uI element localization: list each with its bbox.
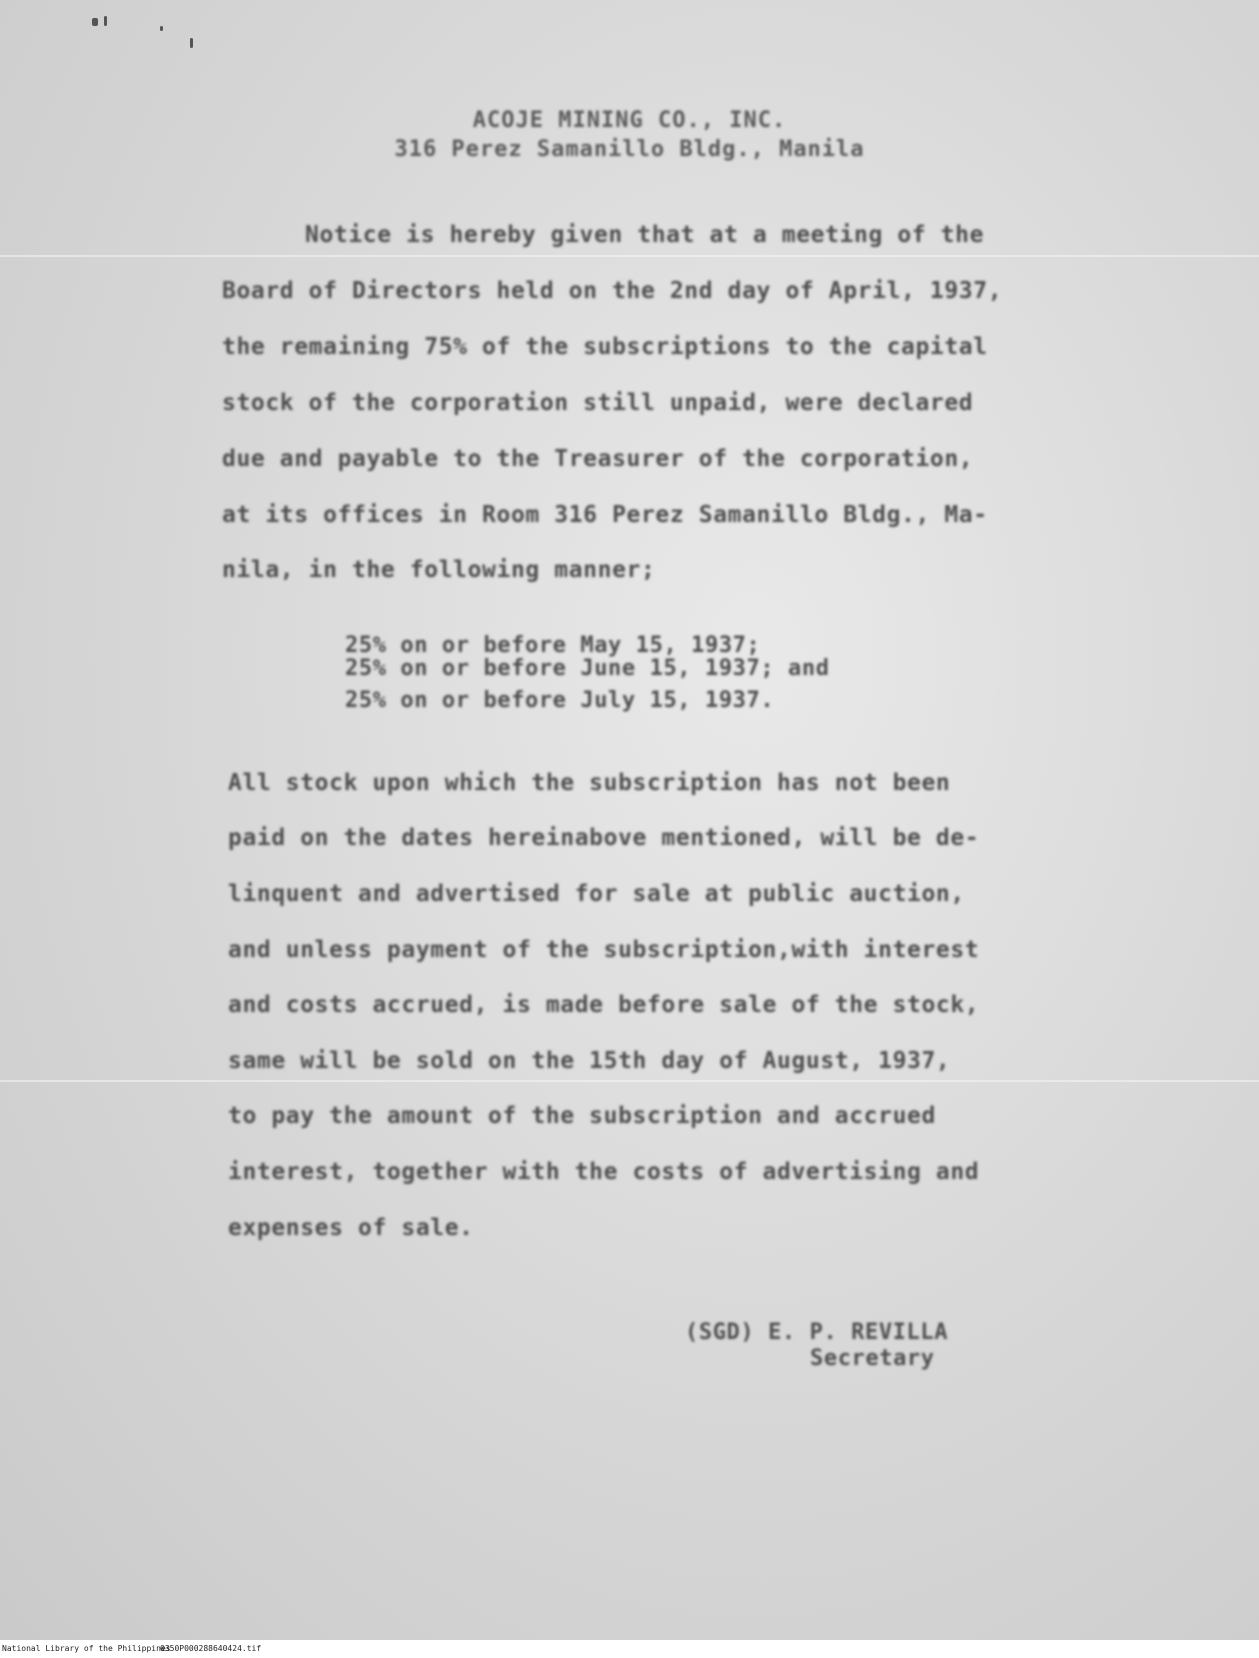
notice-line-3: the remaining 75% of the subscriptions to the capital	[222, 334, 988, 360]
delinquency-line-8: interest, together with the costs of advertising and	[228, 1159, 980, 1185]
ink-speck	[160, 26, 163, 31]
delinquency-line-9: expenses of sale.	[228, 1215, 474, 1241]
delinquency-line-7: to pay the amount of the subscription and accrued	[228, 1103, 936, 1129]
delinquency-line-2: paid on the dates hereinabove mentioned, will be de-	[228, 825, 980, 851]
delinquency-line-5: and costs accrued, is made before sale of the stock,	[228, 992, 980, 1018]
ink-speck	[190, 38, 193, 48]
delinquency-line-1: All stock upon which the subscription has not been	[228, 770, 951, 796]
ink-speck	[92, 18, 98, 26]
schedule-item-2: 25% on or before June 15, 1937; and	[345, 656, 830, 681]
notice-line-2: Board of Directors held on the 2nd day of April, 1937,	[222, 278, 1003, 304]
scan-footer	[0, 1640, 1259, 1658]
notice-line-7: nila, in the following manner;	[222, 557, 656, 583]
company-name: ACOJE MINING CO., INC.	[472, 108, 787, 133]
notice-line-5: due and payable to the Treasurer of the corporation,	[222, 446, 974, 472]
signature-name: (SGD) E. P. REVILLA	[685, 1320, 949, 1345]
footer-library: National Library of the Philippines	[2, 1644, 171, 1653]
delinquency-line-6: same will be sold on the 15th day of August, 1937,	[228, 1048, 951, 1074]
company-address: 316 Perez Samanillo Bldg., Manila	[394, 137, 865, 162]
scan-artifact-line	[0, 255, 1259, 257]
delinquency-line-3: linquent and advertised for sale at public auction,	[228, 881, 965, 907]
footer-file: 0350P000288640424.tif	[160, 1644, 262, 1653]
scan-artifact-line	[0, 1080, 1259, 1082]
delinquency-line-4: and unless payment of the subscription,with interest	[228, 937, 980, 963]
notice-line-4: stock of the corporation still unpaid, were declared	[222, 390, 974, 416]
notice-line-6: at its offices in Room 316 Perez Samanillo Bldg., Ma-	[222, 502, 988, 528]
signature-title: Secretary	[810, 1346, 935, 1371]
schedule-item-3: 25% on or before July 15, 1937.	[345, 688, 775, 713]
ink-speck	[104, 16, 107, 26]
schedule-item-1: 25% on or before May 15, 1937;	[345, 633, 761, 658]
notice-line-1: Notice is hereby given that at a meeting of the	[305, 222, 985, 248]
